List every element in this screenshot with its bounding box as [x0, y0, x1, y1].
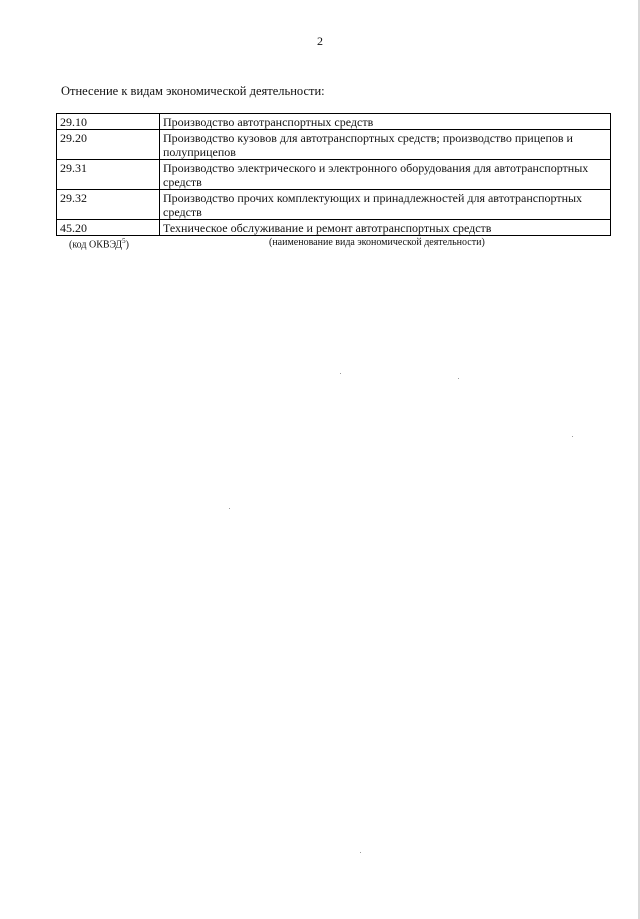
scan-speck [572, 436, 573, 437]
code-caption-close: ) [125, 239, 129, 251]
section-heading: Отнесение к видам экономической деятельности: [61, 84, 325, 98]
table-row [57, 114, 611, 130]
scan-speck [229, 508, 230, 509]
table-row [57, 190, 611, 220]
name-caption: (наименование вида экономической деятельности) [269, 237, 485, 248]
page-number: 2 [317, 34, 323, 48]
activity-code: 29.31 [57, 160, 160, 190]
table-row [57, 220, 611, 236]
activity-name: Производство автотранспортных средств [160, 114, 611, 130]
activities-table [56, 113, 611, 236]
footnote-marker: 5 [122, 237, 126, 245]
activity-name: Производство электрического и электронного оборудования для автотранспортных средств [160, 160, 611, 190]
scan-speck [360, 852, 361, 853]
table-row [57, 160, 611, 190]
scan-speck [458, 378, 459, 379]
table-row [57, 130, 611, 160]
code-caption [69, 237, 129, 250]
activity-code: 29.10 [57, 114, 160, 130]
scan-speck [340, 373, 341, 374]
activity-name: Техническое обслуживание и ремонт автотранспортных средств [160, 220, 611, 236]
code-caption-label: (код ОКВЭД [69, 239, 123, 251]
activity-code: 29.32 [57, 190, 160, 220]
activity-code: 45.20 [57, 220, 160, 236]
activity-name: Производство кузовов для автотранспортных средств; производство прицепов и полуприцепов [160, 130, 611, 160]
activity-code: 29.20 [57, 130, 160, 160]
activity-name: Производство прочих комплектующих и принадлежностей для автотранспортных средств [160, 190, 611, 220]
